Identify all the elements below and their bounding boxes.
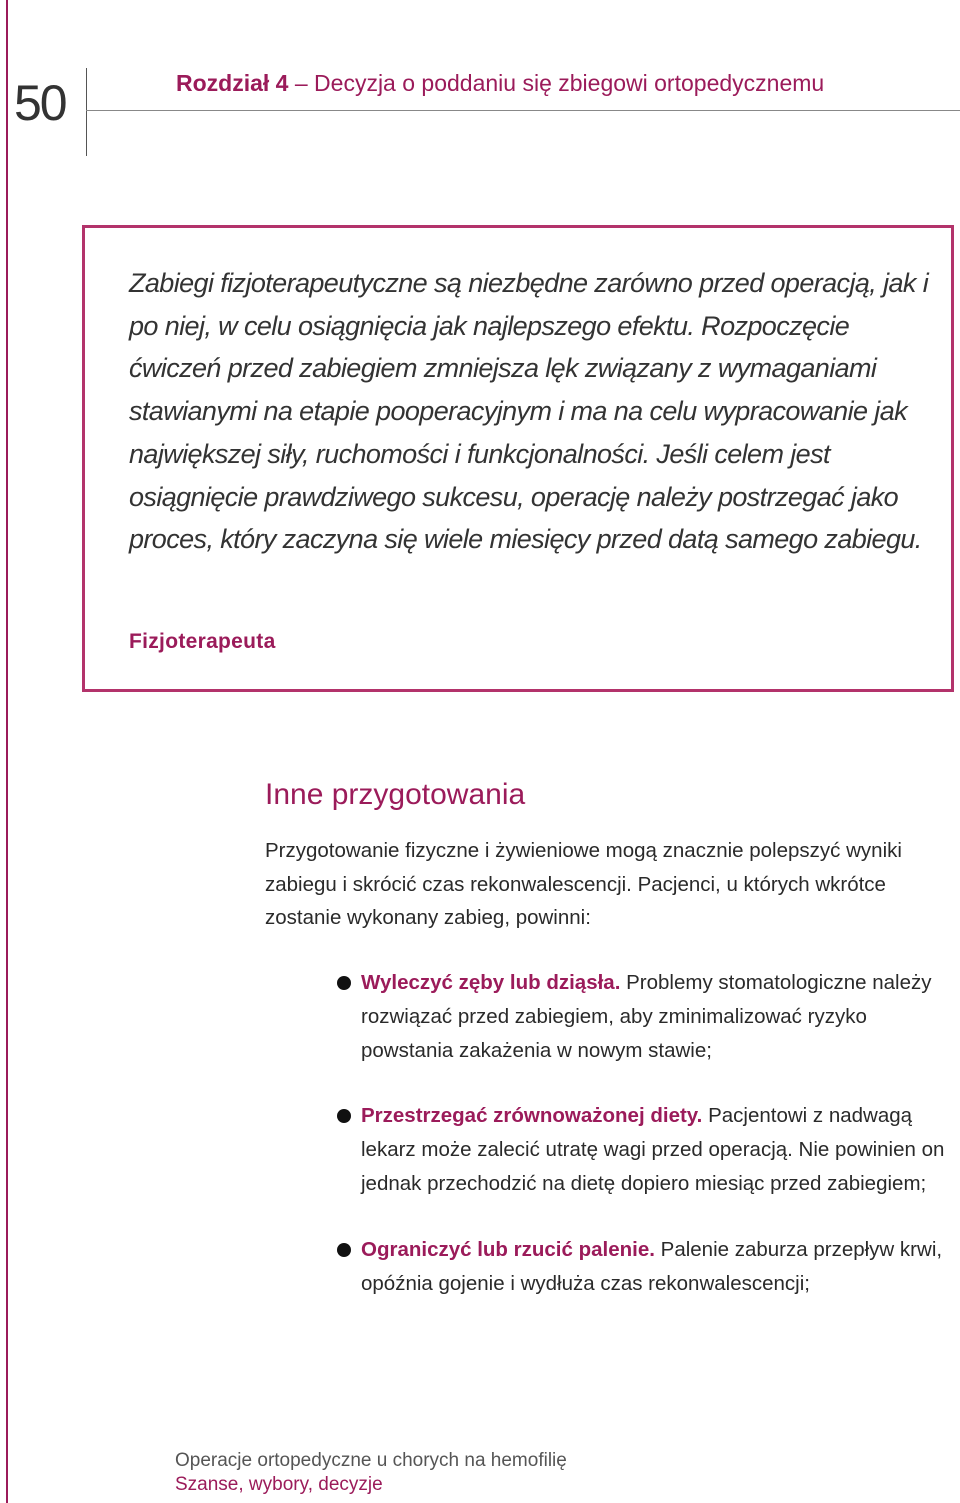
- bullet-lead: Przestrzegać zrównoważonej diety.: [361, 1104, 703, 1128]
- list-item: [336, 1233, 960, 1301]
- chapter-label: Rozdział 4: [176, 70, 289, 96]
- header-dash: –: [294, 70, 315, 96]
- running-header: [176, 70, 824, 97]
- list-item: [336, 1099, 960, 1200]
- section-intro: Przygotowanie fizyczne i żywieniowe mogą znacznie polepszyć wyniki zabiegu i skrócić czas rekonwalescencji. Pacjenci, u których wkrótce zostanie wykonany zabieg, powinni:: [265, 839, 902, 929]
- quote-text: Zabiegi fizjoterapeutyczne są niezbędne zarówno przed operacją, jak i po niej, w celu osiągnięcia jak najlepszego efektu. Rozpoczęcie ćwiczeń przed zabiegiem zmniejsza lęk związany z wymaganiami stawianymi na etapie pooperacyjnym i ma na celu wypracowanie jak największej siły, ruchomości i funkcjonalności. Jeśli celem jest osiągnięcie prawdziwego sukcesu, operację należy postrzegać jako proces, który zaczyna się wiele miesięcy przed datą samego zabiegu.: [129, 268, 929, 555]
- recommendation-list: [336, 966, 960, 1332]
- list-item: [336, 966, 960, 1067]
- bullet-icon: [337, 1109, 351, 1123]
- quote-author: Fizjoterapeuta: [129, 630, 276, 653]
- page-footer: [175, 1449, 567, 1497]
- bullet-icon: [337, 1243, 351, 1257]
- chapter-title: Decyzja o poddaniu się zbiegowi ortopedycznemu: [314, 70, 825, 96]
- bullet-text: Palenie zaburza przepływ krwi, opóźnia gojenie i wydłuża czas rekonwalescencji;: [361, 1237, 943, 1295]
- footer-book-subtitle: Szanse, wybory, decyzje: [175, 1474, 383, 1495]
- bullet-lead: Wyleczyć zęby lub dziąsła.: [361, 971, 621, 994]
- bullet-icon: [337, 976, 351, 990]
- bullet-text: Pacjentowi z nadwagą lekarz może zalecić utratę wagi przed operacją. Nie powinien on jednak przechodzić na dietę dopiero miesiąc przed zabiegiem;: [361, 1104, 945, 1195]
- footer-book-title: Operacje ortopedyczne u chorych na hemofilię: [175, 1450, 567, 1471]
- header-divider-horizontal: [86, 110, 960, 111]
- quote-box: [82, 225, 954, 692]
- left-margin-rule: [6, 0, 8, 1503]
- bullet-text: Problemy stomatologiczne należy rozwiązać przed zabiegiem, aby zminimalizować ryzyko powstania zakażenia w nowym stawie;: [361, 971, 932, 1062]
- header-divider-vertical: [86, 68, 87, 156]
- section-heading: Inne przygotowania: [265, 778, 526, 811]
- bullet-lead: Ograniczyć lub rzucić palenie.: [361, 1237, 655, 1261]
- page-number: 50: [14, 75, 66, 131]
